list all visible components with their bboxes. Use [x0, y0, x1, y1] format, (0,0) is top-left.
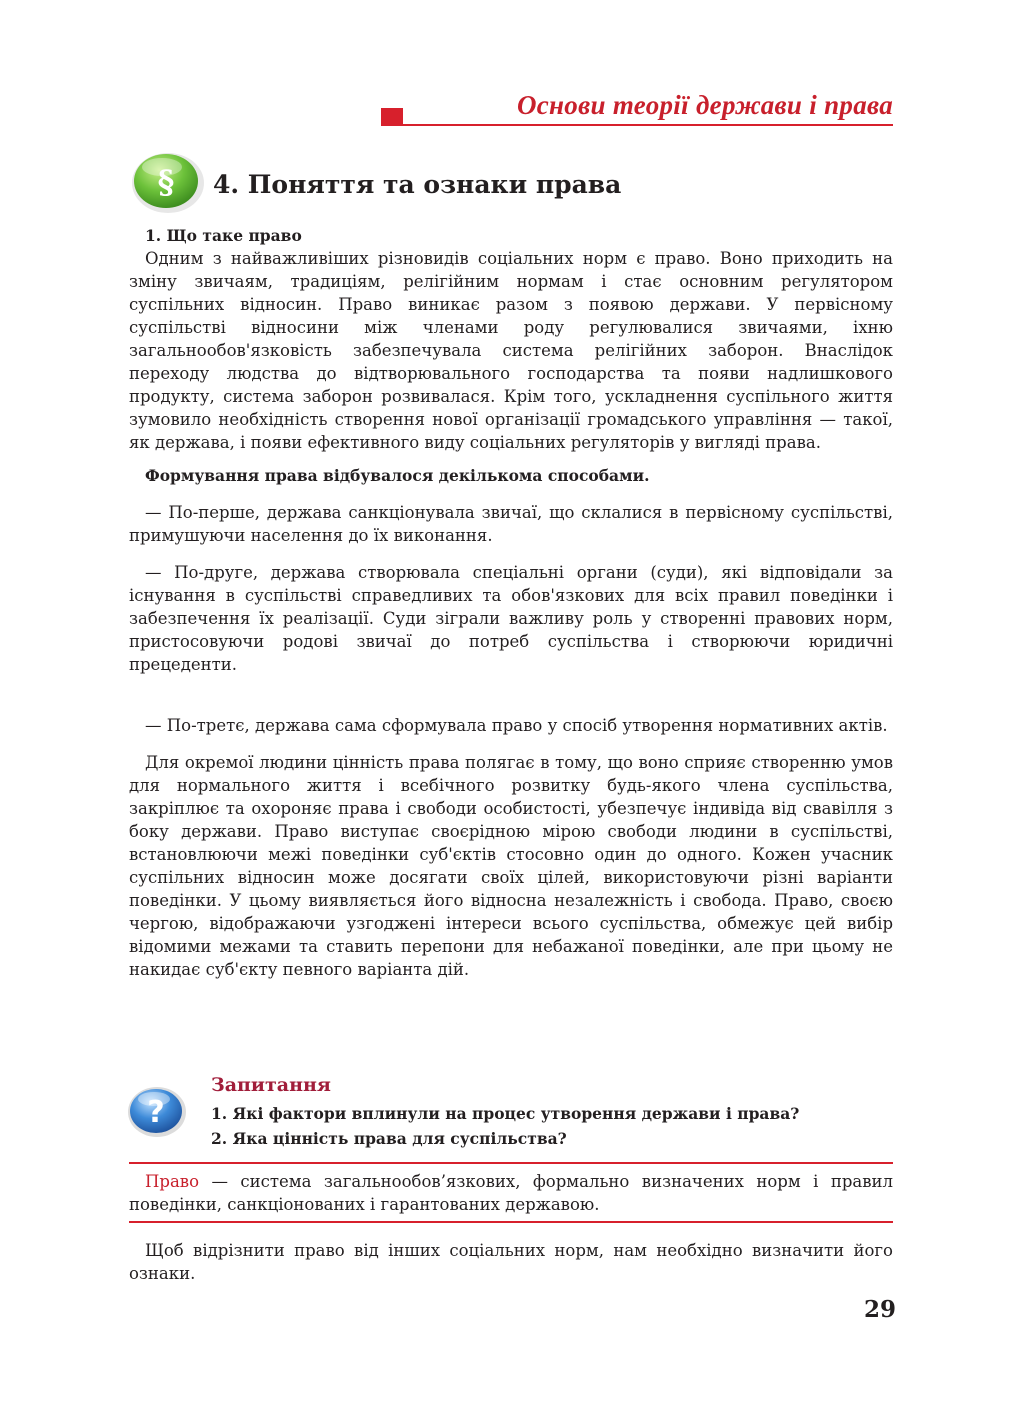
formation-heading: Формування права відбувалося декількома способами.: [145, 466, 650, 485]
definition-text: — система загальнообов’язкових, формально визначених норм і правил поведінки, санкціонованих і гарантованих державою.: [129, 1172, 893, 1214]
value-paragraph: Для окремої людини цінність права полягає в тому, що воно сприяє створенню умов для нормального життя і всебічного розвитку будь-якого члена суспільства, закріплює та охороняє права і свободи особистості, убезпечує індивіда від свавілля з боку держави. Право виступає своєрідною мірою свободи людини в суспільстві, встановлюючи межі поведінки суб'єктів стосовно один до одного. Кожен учасник суспільних відносин може досягати своїх цілей, використовуючи різні варіанти поведінки. У цьому виявляється його відносна незалежність і свобода. Право, своєю чергою, відображаючи узгоджені інтереси всього суспільства, обмежує цей вибір відомими межами та ставить перепони для небажаної поведінки, але при цьому не накидає суб'єкту певного варіанта дій.: [129, 753, 893, 979]
svg-text:?: ?: [147, 1095, 165, 1130]
paragraph-sign-icon: [130, 150, 206, 214]
header-accent-bar: [381, 108, 403, 126]
subsection-heading: 1. Що таке право: [145, 226, 302, 245]
formation-way-first: — По-перше, держава санкціонувала звичаї, що склалися в первісному суспільстві, примушуючи населення до їх виконання.: [129, 503, 893, 545]
question-item: 2. Яка цінність права для суспільства?: [211, 1129, 567, 1148]
main-content: [129, 224, 893, 981]
closing-paragraph: Щоб відрізнити право від інших соціальних норм, нам необхідно визначити його ознаки.: [129, 1241, 893, 1283]
header-rule: [403, 124, 893, 126]
definition-bottom-rule: [129, 1221, 893, 1223]
question-item: 1. Які фактори вплинули на процес утворення держави і права?: [211, 1104, 800, 1123]
formation-way-third: — По-третє, держава сама сформувала право у спосіб утворення нормативних актів.: [145, 716, 888, 735]
question-mark-icon: [127, 1084, 187, 1138]
definition-box: [129, 1170, 893, 1216]
questions-title: Запитання: [211, 1074, 331, 1096]
intro-paragraph: Одним з найважливіших різновидів соціальних норм є право. Воно приходить на зміну звичаям, традиціям, релігійним нормам і стає основним регулятором суспільних відносин. Право виникає разом з появою держави. У первісному суспільстві відносини між членами роду регулювалися звичаями, іхню загальнообов'язковість забезпечувала система релігійних заборон. Внаслідок переходу людства до відтворювального господарства та появи надлишкового продукту, система заборон розвивалася. Крім того, ускладнення суспільного життя зумовило необхідність створення нової організації громадського управління — такої, як держава, і появи ефективного виду соціальних регуляторів у вигляді права.: [129, 249, 893, 452]
formation-way-second: — По-друге, держава створювала спеціальні органи (суди), які відповідали за існування в суспільстві справедливих та обов'язкових для всіх правил поведінки і забезпечення їх реалізації. Суди зіграли важливу роль у створенні правових норм, пристосовуючи родові звичаї до потреб суспільства і створюючи юридичні прецеденти.: [129, 563, 893, 674]
svg-text:§: §: [157, 163, 175, 201]
page-number: 29: [863, 1296, 896, 1323]
definition-top-rule: [129, 1162, 893, 1164]
questions-list: [211, 1101, 799, 1151]
running-header-title: Основи теорії держави і права: [516, 90, 893, 120]
definition-term: Право: [145, 1172, 200, 1191]
section-title: 4. Поняття та ознаки права: [213, 170, 622, 199]
